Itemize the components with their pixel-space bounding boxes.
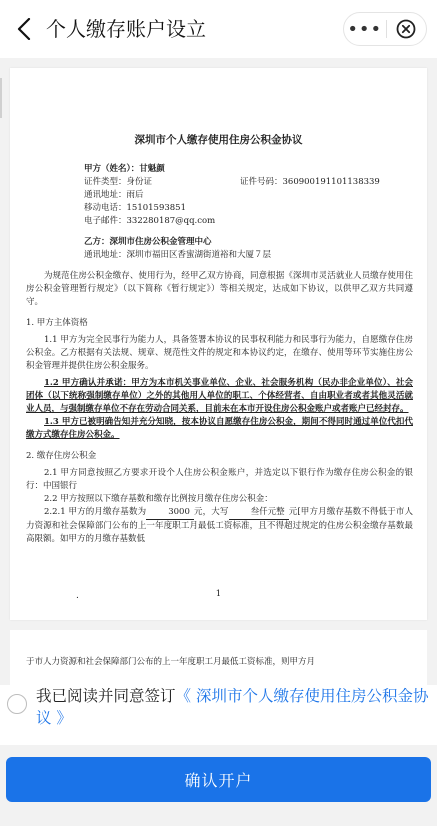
page-dot: .: [76, 591, 79, 601]
party-b-address: 通讯地址：深圳市福田区香蜜湖街道裕和大厦７层: [84, 250, 272, 260]
mini-program-capsule: [343, 12, 427, 46]
base-amount: 3000: [146, 506, 194, 520]
id-type: 证件类型：身份证: [84, 177, 153, 187]
back-button[interactable]: [12, 16, 36, 42]
title-bar: [0, 0, 437, 58]
section-1-heading: 1. 甲方主体资格: [26, 318, 88, 328]
bottom-bar: [0, 745, 437, 826]
clause-2-2-1: [26, 506, 413, 546]
party-a-heading: 甲方（姓名）：甘魁颜: [84, 164, 165, 174]
clause-1-3: 1.3 甲方已被明确告知并充分知晓，按本协议自愿缴存住房公积金，期间不得同时通过单位代扣代缴方式缴存住房公积金。: [26, 417, 413, 440]
section-2-heading: 2. 缴存住房公积金: [26, 451, 97, 461]
back-arrow-icon: [17, 18, 31, 40]
clause-1-2: 1.2 甲方确认并承诺：甲方为本市机关事业单位、企业、社会服务机构（民办非企业单位）、社会团体（以下统称强制缴存单位）之外的其他用人单位的职工、个体经营者、自由职业者或者其他灵活就业人员，与强制缴存单位不存在劳动合同关系，目前未在本市开设住房公积金账户或者账户已经封存。: [26, 378, 413, 414]
agree-checkbox[interactable]: [7, 694, 27, 714]
clause-2-1: 2.1 甲方同意按照乙方要求开设个人住房公积金账户，并选定以下银行作为缴存住房公积金的银行：中国银行: [26, 468, 413, 491]
document-page-1: [10, 68, 427, 620]
clause-1-1: 1.1 甲方为完全民事行为能力人，具备签署本协议的民事权利能力和民事行为能力，自愿缴存住房公积金。乙方根据有关法规、规章、规范性文件的规定和本协议约定，在缴存、使用等环节实施住房公积金管理并提供住房公积金服务。: [26, 335, 413, 371]
id-row: [84, 176, 413, 189]
document-title: 深圳市个人缴存使用住房公积金协议: [134, 134, 303, 146]
agreement-text: [36, 685, 431, 729]
more-icon[interactable]: •••: [347, 18, 383, 40]
agreement-link[interactable]: 《 深圳市个人缴存使用住房公积金协议 》: [36, 687, 429, 727]
confirm-open-account-button[interactable]: 确认开户: [6, 757, 431, 802]
agreement-row: [0, 685, 437, 745]
agreement-prefix: 我已阅读并同意签订: [36, 687, 176, 705]
base-amount-uppercase: 叁仟元整: [229, 506, 289, 520]
party-a-address: 通讯地址：雨后: [84, 190, 144, 200]
scroll-indicator: [0, 78, 2, 118]
id-number: 证件号码：360900191101138339: [240, 177, 380, 187]
party-a-phone: 移动电话：15101593851: [84, 203, 186, 213]
page-title: 个人缴存账户设立: [46, 17, 206, 41]
party-a-email: 电子邮件：332280187@qq.com: [84, 216, 216, 226]
document-viewer[interactable]: [0, 58, 437, 685]
clause-2-2-1-prefix: 2.2.1 甲方的月缴存基数为: [44, 507, 147, 517]
close-circle-icon: [396, 19, 416, 39]
intro-paragraph: 为规范住房公积金缴存、使用行为，经甲乙双方协商，同意根据《深圳市灵活就业人员缴存使用住房公积金管理暂行规定》（以下简称《暂行规定》）等相关规定，达成如下协议，以供甲乙双方共同遵守。: [26, 271, 413, 307]
page-number: 1: [215, 589, 222, 599]
clause-2-2: 2.2 甲方按照以下缴存基数和缴存比例按月缴存住房公积金：: [44, 494, 273, 504]
document-page-2: [10, 630, 427, 685]
clause-2-2-1-rest: 元[甲方月缴存基数不得低于市人力资源和社会保障部门公布的上一年度职工月最低工资标准，且不得超过规定的住房公积金缴存基数最高限额。如甲方的月缴存基数低: [26, 507, 413, 544]
clause-2-2-1-mid: 元，大写: [193, 507, 229, 517]
close-button[interactable]: [386, 13, 426, 45]
party-b-heading: 乙方：深圳市住房公积金管理中心: [84, 237, 212, 247]
page-2-text: 于市人力资源和社会保障部门公布的上一年度职工月最低工资标准，则甲方月: [26, 657, 316, 667]
